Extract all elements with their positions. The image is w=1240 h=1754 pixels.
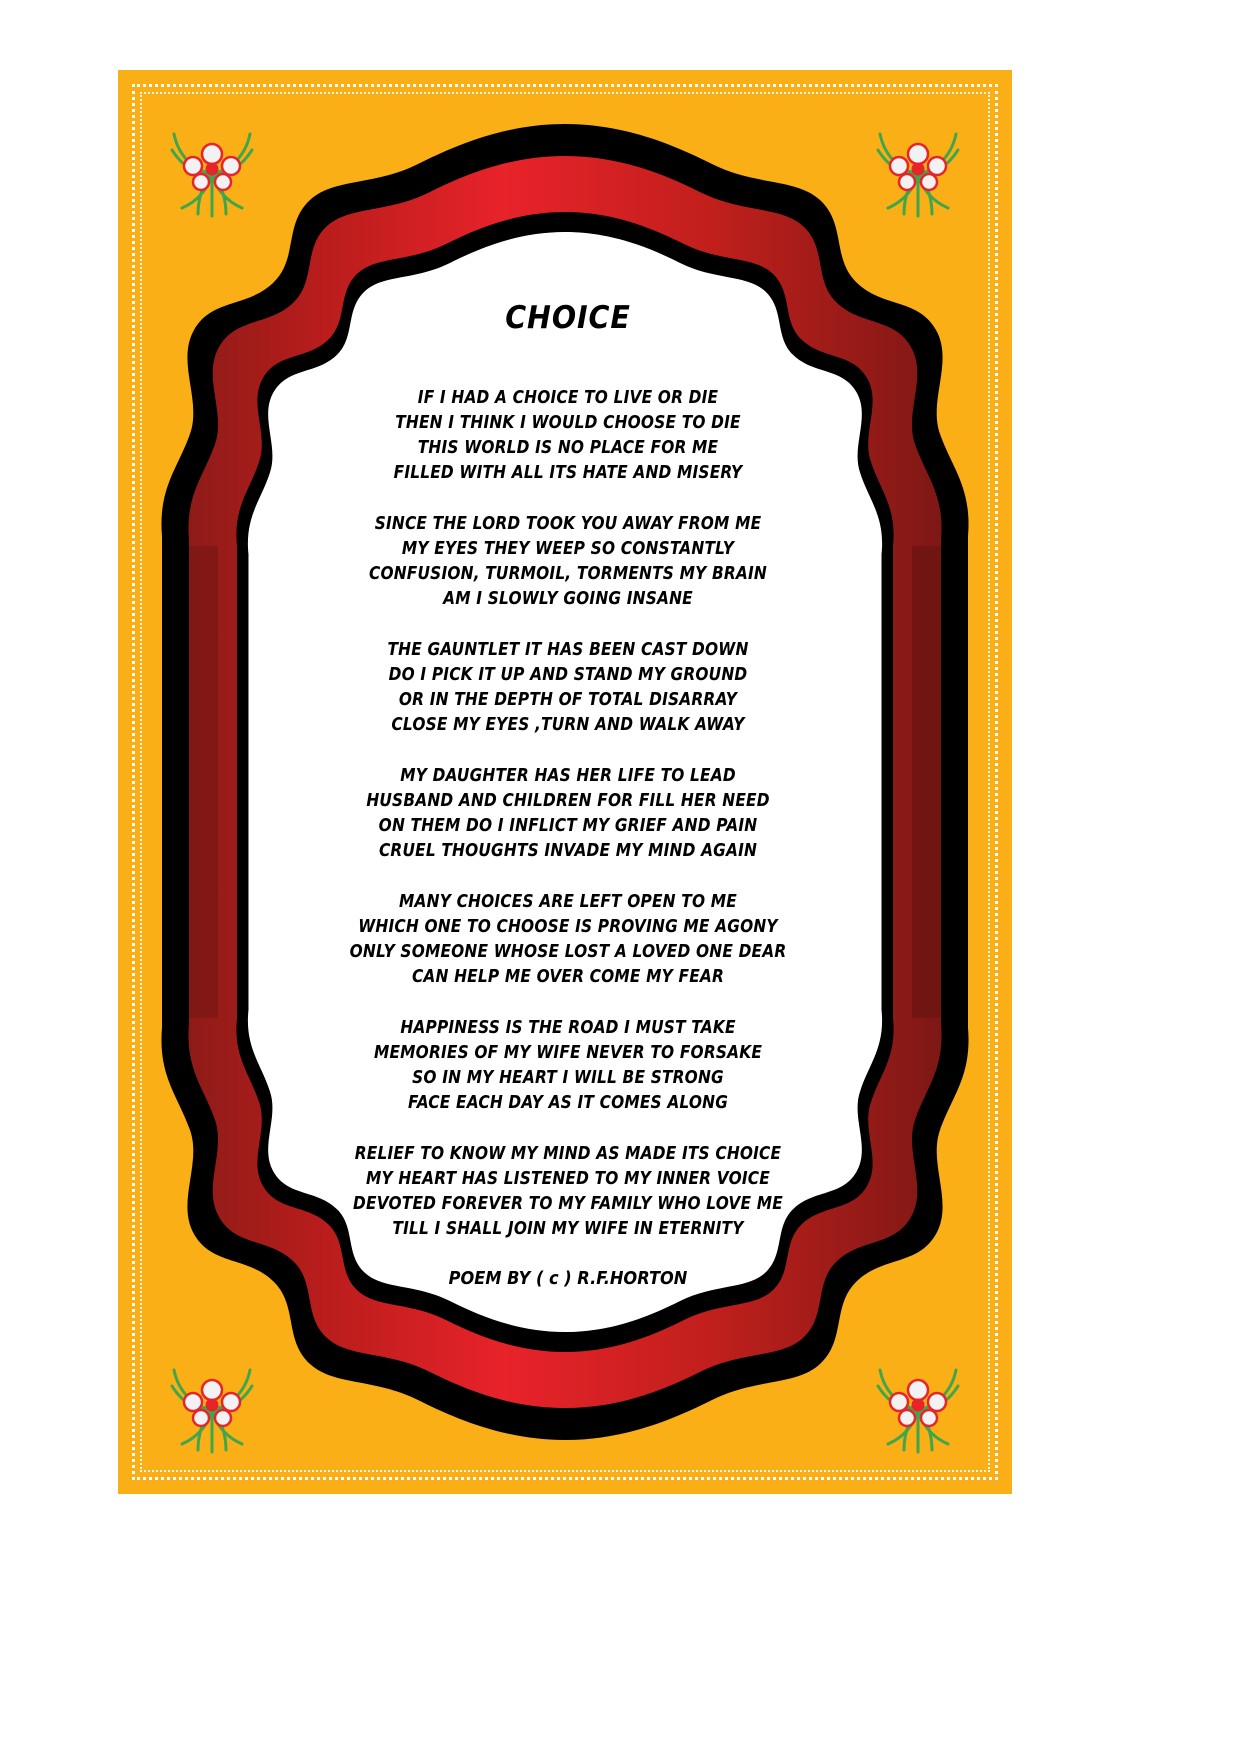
poem-line: ONLY SOMEONE WHOSE LOST A LOVED ONE DEAR (349, 942, 787, 962)
poem-line: HAPPINESS IS THE ROAD I MUST TAKE (400, 1018, 736, 1038)
poem-stanza (318, 890, 818, 990)
poem-stanza (318, 512, 818, 612)
poem-stanza (318, 386, 818, 486)
poem-line: MEMORIES OF MY WIFE NEVER TO FORSAKE (373, 1043, 763, 1063)
poem-line: RELIEF TO KNOW MY MIND AS MADE ITS CHOICE (354, 1144, 782, 1164)
poem-line: AM I SLOWLY GOING INSANE (443, 589, 693, 609)
poem-line: CAN HELP ME OVER COME MY FEAR (411, 967, 725, 987)
poem-line: WHICH ONE TO CHOOSE IS PROVING ME AGONY (358, 917, 778, 937)
poem-line: TILL I SHALL JOIN MY WIFE IN ETERNITY (392, 1219, 744, 1239)
poem-line: CONFUSION, TURMOIL, TORMENTS MY BRAIN (368, 564, 767, 584)
poem-line: FACE EACH DAY AS IT COMES ALONG (407, 1093, 729, 1113)
poster-page (118, 70, 1012, 1494)
poem-stanza (318, 1142, 818, 1242)
author-credit: POEM BY ( c ) R.F.HORTON (448, 1268, 688, 1289)
poem-stanza (318, 764, 818, 864)
poem-line: MY DAUGHTER HAS HER LIFE TO LEAD (400, 766, 736, 786)
poem-line: HUSBAND AND CHILDREN FOR FILL HER NEED (366, 791, 770, 811)
floral-ornament-top-left-icon (152, 104, 272, 224)
poem-line: THEN I THINK I WOULD CHOOSE TO DIE (395, 413, 741, 433)
poem-line: ON THEM DO I INFLICT MY GRIEF AND PAIN (378, 816, 758, 836)
poem-line: MY HEART HAS LISTENED TO MY INNER VOICE (366, 1169, 770, 1189)
poem-line: MANY CHOICES ARE LEFT OPEN TO ME (399, 892, 737, 912)
poem-line: MY EYES THEY WEEP SO CONSTANTLY (401, 539, 735, 559)
poem-content (318, 300, 818, 1289)
poem-stanza (318, 638, 818, 738)
poem-line: FILLED WITH ALL ITS HATE AND MISERY (393, 463, 743, 483)
poem-line: SO IN MY HEART I WILL BE STRONG (412, 1068, 724, 1088)
floral-ornament-bottom-right-icon (858, 1340, 978, 1460)
poem-line: IF I HAD A CHOICE TO LIVE OR DIE (417, 388, 719, 408)
page-title: CHOICE (505, 300, 631, 336)
poem-line: CRUEL THOUGHTS INVADE MY MIND AGAIN (378, 841, 758, 861)
poem-line: THIS WORLD IS NO PLACE FOR ME (417, 438, 719, 458)
floral-ornament-top-right-icon (858, 104, 978, 224)
poem-line: OR IN THE DEPTH OF TOTAL DISARRAY (398, 690, 738, 710)
poem-line: CLOSE MY EYES ,TURN AND WALK AWAY (391, 715, 745, 735)
poem-line: THE GAUNTLET IT HAS BEEN CAST DOWN (387, 640, 749, 660)
floral-ornament-bottom-left-icon (152, 1340, 272, 1460)
poem-stanza (318, 1016, 818, 1116)
poem-line: DEVOTED FOREVER TO MY FAMILY WHO LOVE ME (353, 1194, 783, 1214)
poem-line: DO I PICK IT UP AND STAND MY GROUND (388, 665, 748, 685)
poem-line: SINCE THE LORD TOOK YOU AWAY FROM ME (374, 514, 762, 534)
